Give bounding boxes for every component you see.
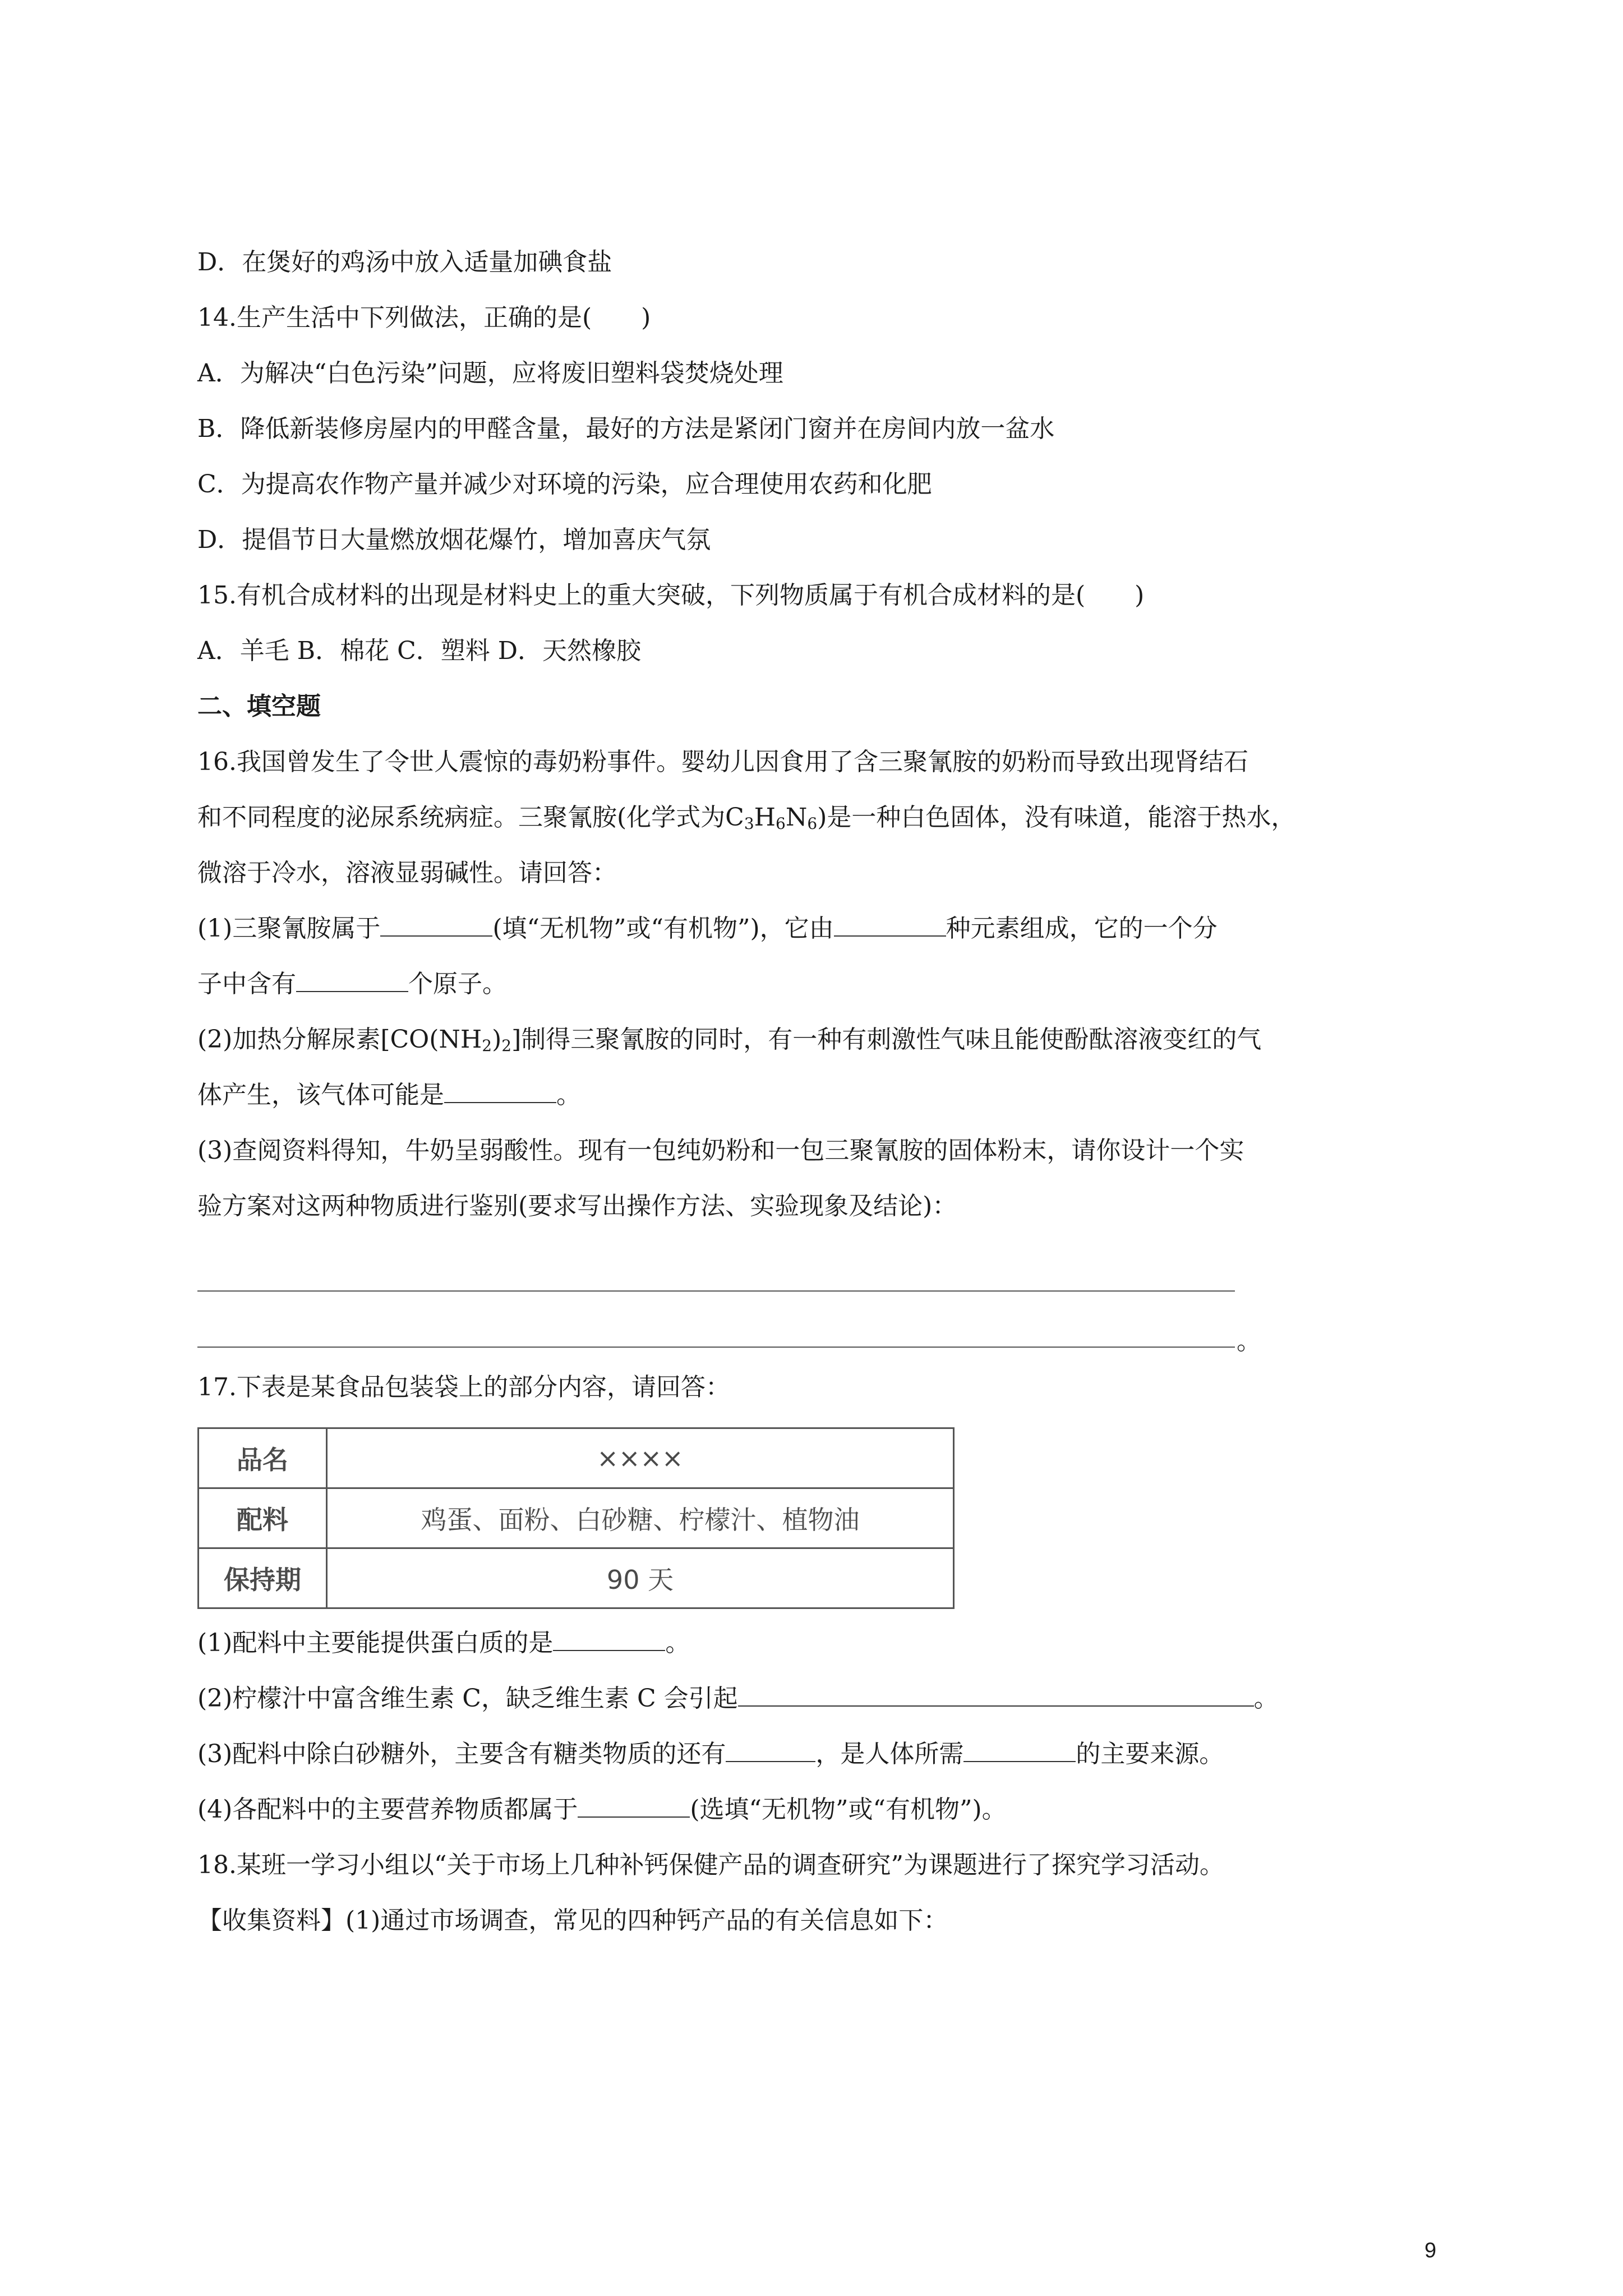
answer-blank[interactable] (726, 1739, 815, 1762)
q17-part-1: (1)配料中主要能提供蛋白质的是 。 (197, 1629, 690, 1657)
chemical-formula: $C_3H_6N_6$ (725, 803, 818, 833)
q18-stem: 18.某班一学习小组以“关于市场上几种补钙保健产品的调查研究”为课题进行了探究学习活动。 (197, 1851, 1224, 1879)
answer-end-mark: 。 (1237, 1327, 1261, 1356)
q14-option-b: B．降低新装修房屋内的甲醛含量，最好的方法是紧闭门窗并在房间内放一盆水 (197, 414, 1055, 443)
answer-blank[interactable] (553, 1628, 665, 1651)
q16-line-3: 微溶于冷水，溶液显弱碱性。请回答： (197, 859, 617, 887)
table-key-cell: 保持期 (199, 1548, 327, 1608)
table-value-cell: 鸡蛋、面粉、白砂糖、柠檬汁、植物油 (327, 1488, 954, 1548)
table-value-cell: ×××× (327, 1428, 954, 1488)
q18-collect: 【收集资料】(1)通过市场调查，常见的四种钙产品的有关信息如下： (197, 1906, 948, 1935)
q15-stem: 15.有机合成材料的出现是材料史上的重大突破，下列物质属于有机合成材料的是( ) (197, 581, 1145, 610)
answer-blank[interactable] (738, 1683, 1254, 1707)
table-value-cell: 90 天 (327, 1548, 954, 1608)
q17-part-3: (3)配料中除白砂糖外，主要含有糖类物质的还有 ，是人体所需 的主要来源。 (197, 1740, 1224, 1768)
q16-part-2-cont: 体产生，该气体可能是 。 (197, 1081, 581, 1109)
q16-part-3-cont: 验方案对这两种物质进行鉴别(要求写出操作方法、实验现象及结论)： (197, 1192, 957, 1220)
q17-stem: 17.下表是某食品包装袋上的部分内容，请回答： (197, 1373, 730, 1401)
section-heading: 二、填空题 (197, 692, 321, 721)
q14-stem: 14.生产生活中下列做法，正确的是( ) (197, 303, 651, 332)
table-row (199, 1428, 954, 1488)
q17-part-4: (4)各配料中的主要营养物质都属于 (选填“无机物”或“有机物”)。 (197, 1795, 1007, 1824)
answer-blank[interactable] (834, 913, 946, 937)
q16-part-1: (1)三聚氰胺属于 (填“无机物”或“有机物”)，它由 种元素组成，它的一个分 (197, 914, 1218, 943)
answer-line-1[interactable] (197, 1290, 1235, 1292)
q16-line-2-tail: )是一种白色固体，没有味道，能溶于热水， (817, 803, 1296, 832)
q14-option-a: A．为解决“白色污染”问题，应将废旧塑料袋焚烧处理 (197, 359, 783, 388)
answer-blank[interactable] (380, 913, 492, 937)
page-number: 9 (1424, 2239, 1437, 2262)
table-key-cell: 配料 (199, 1488, 327, 1548)
q15-options: A．羊毛 B．棉花 C．塑料 D．天然橡胶 (197, 637, 642, 665)
table-row (199, 1548, 954, 1608)
answer-blank[interactable] (296, 969, 408, 992)
q16-part-1-cont: 子中含有 个原子。 (197, 970, 507, 998)
answer-blank[interactable] (578, 1794, 690, 1818)
answer-blank[interactable] (444, 1080, 556, 1103)
q16-part-3: (3)查阅资料得知，牛奶呈弱酸性。现有一包纯奶粉和一包三聚氰胺的固体粉末，请你设计一个实 (197, 1136, 1244, 1165)
table-row (199, 1488, 954, 1548)
q16-line-2 (197, 801, 1295, 841)
answer-blank[interactable] (963, 1739, 1076, 1762)
q14-option-c: C．为提高农作物产量并减少对环境的污染，应合理使用农药和化肥 (197, 470, 932, 499)
q14-option-d: D．提倡节日大量燃放烟花爆竹，增加喜庆气氛 (197, 525, 711, 554)
q16-part-2: (2)加热分解尿素$[CO(NH_2)_2]$制得三聚氰胺的同时，有一种有刺激性气味且能使酚酞溶液变红的气 (197, 1025, 1262, 1055)
q16-line-1: 16.我国曾发生了令世人震惊的毒奶粉事件。婴幼儿因食用了含三聚氰胺的奶粉而导致出现肾结石 (197, 748, 1248, 776)
table-key-cell: 品名 (199, 1428, 327, 1488)
answer-line-2[interactable] (197, 1347, 1235, 1348)
q13-option-d: D．在煲好的鸡汤中放入适量加碘食盐 (197, 248, 612, 276)
q17-part-2: (2)柠檬汁中富含维生素 C，缺乏维生素 C 会引起 。 (197, 1684, 1279, 1713)
q16-line-2-text: 和不同程度的泌尿系统病症。三聚氰胺(化学式为 (197, 803, 726, 832)
food-info-table (197, 1427, 955, 1609)
